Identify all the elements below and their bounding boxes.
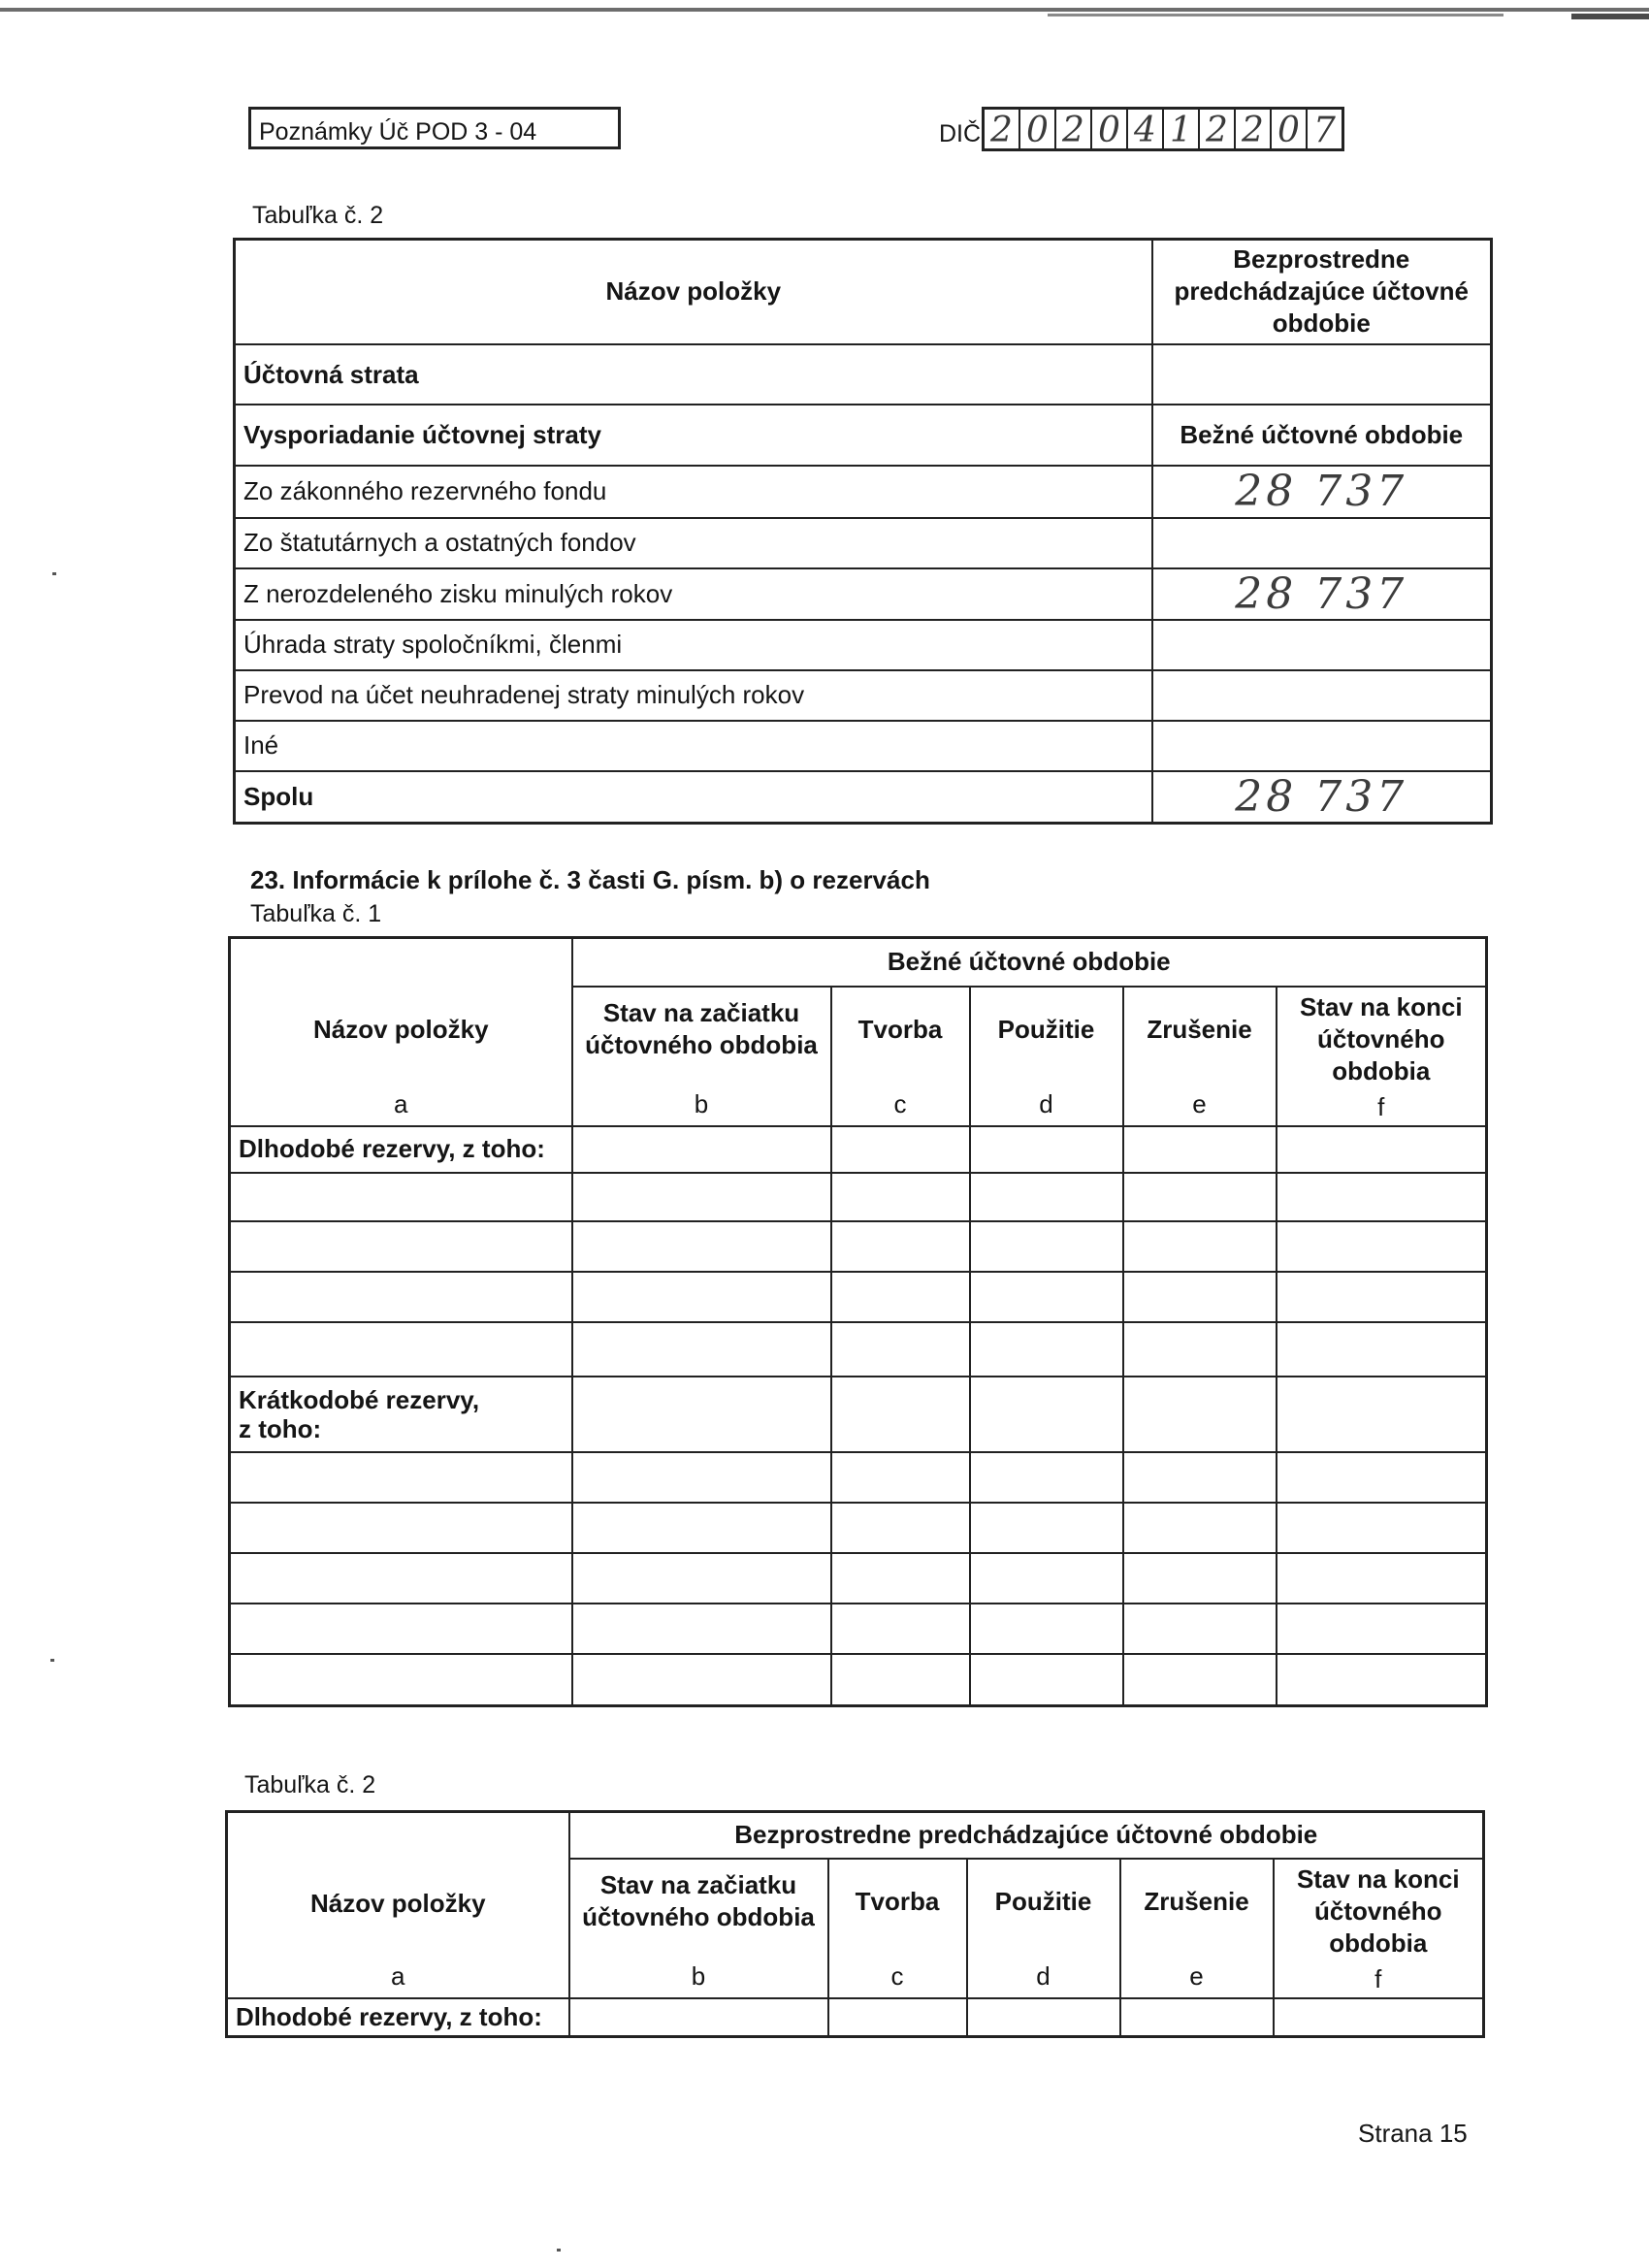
table-cell[interactable] [230,1604,572,1654]
table-cell[interactable] [1277,1654,1487,1706]
dic-digit: 2 [985,110,1020,148]
table-cell[interactable] [831,1126,970,1173]
table-cell[interactable] [1123,1272,1277,1322]
table-cell[interactable] [1277,1377,1487,1452]
table-cell[interactable] [1277,1173,1487,1221]
table-cell[interactable] [970,1173,1123,1221]
reserves-previous-period-table [225,1810,1485,2038]
table-cell[interactable] [230,1272,572,1322]
loss-settlement-table [233,238,1493,825]
table-cell[interactable] [230,1322,572,1377]
table-cell[interactable] [230,1452,572,1503]
letter-d: d [967,1944,1120,1998]
dic-digit: 4 [1128,110,1164,148]
table-cell[interactable] [970,1377,1123,1452]
scan-speck [557,2249,561,2252]
handwritten-value[interactable] [1152,670,1492,721]
table-cell[interactable] [1123,1503,1277,1553]
letter-b: b [572,1072,831,1126]
cell-accounting-loss-value[interactable] [1152,344,1492,405]
row-long-term-reserves: Dlhodobé rezervy, z toho: [227,1998,569,2037]
table-cell[interactable] [1120,1998,1274,2037]
short-term-label: Krátkodobé rezervy, z toho: [239,1384,480,1443]
table-cell[interactable] [970,1503,1123,1553]
col-start-header: Stav na začiatku účtovného obdobia [572,987,831,1072]
dic-digit: 2 [1200,110,1236,148]
table-cell[interactable] [230,1654,572,1706]
table-cell[interactable] [970,1604,1123,1654]
table-cell[interactable] [1277,1604,1487,1654]
handwritten-total[interactable]: 28 737 [1152,771,1492,824]
letter-b: b [569,1944,828,1998]
letter-f: f [1374,1963,1382,1993]
table-cell[interactable] [831,1272,970,1322]
table-cell[interactable] [1123,1322,1277,1377]
table-a-caption: Tabuľka č. 2 [252,202,384,229]
table-cell[interactable] [572,1377,831,1452]
table-cell[interactable] [970,1126,1123,1173]
handwritten-value[interactable]: 28 737 [1152,568,1492,620]
table-cell[interactable] [1277,1126,1487,1173]
table-cell[interactable] [572,1452,831,1503]
dic-digit: 0 [1092,110,1128,148]
col-current-period-header: Bežné účtovné obdobie [1152,405,1492,466]
col-end-header-text: Stav na konci účtovného obdobia [1299,991,1463,1085]
table-cell[interactable] [572,1173,831,1221]
row-long-term-reserves: Dlhodobé rezervy, z toho: [230,1126,572,1173]
dic-digit: 0 [1020,110,1056,148]
table-cell[interactable] [970,1654,1123,1706]
col-start-header: Stav na začiatku účtovného obdobia [569,1859,828,1944]
table-cell[interactable] [572,1654,831,1706]
table-cell[interactable] [1123,1126,1277,1173]
dic-digit: 1 [1164,110,1200,148]
table-cell[interactable] [831,1377,970,1452]
letter-a: a [227,1944,569,1998]
table-cell[interactable] [831,1452,970,1503]
table-b-caption: Tabuľka č. 1 [250,900,382,927]
letter-d: d [970,1072,1123,1126]
table-cell[interactable] [572,1126,831,1173]
row-label: Zo zákonného rezervného fondu [235,466,1152,518]
table-cell[interactable] [1277,1322,1487,1377]
table-cell[interactable] [831,1503,970,1553]
table-cell[interactable] [1277,1221,1487,1272]
row-label: Prevod na účet neuhradenej straty minulých rokov [235,670,1152,721]
letter-c: c [828,1944,967,1998]
col-end-header [1274,1859,1484,1998]
letter-f: f [1377,1091,1385,1121]
table-cell[interactable] [1123,1553,1277,1604]
table-cell[interactable] [1123,1604,1277,1654]
table-cell[interactable] [230,1173,572,1221]
table-cell[interactable] [1274,1998,1484,2037]
table-cell[interactable] [970,1553,1123,1604]
table-cell[interactable] [572,1503,831,1553]
table-cell[interactable] [1123,1221,1277,1272]
row-label: Zo štatutárnych a ostatných fondov [235,518,1152,568]
dic-digit: 7 [1313,111,1336,150]
dic-digit: 2 [1236,110,1272,148]
page-number: Strana 15 [1358,2119,1468,2148]
letter-e: e [1123,1072,1277,1126]
table-cell[interactable] [831,1654,970,1706]
letter-a: a [230,1072,572,1126]
row-label: Úhrada straty spoločníkmi, členmi [235,620,1152,670]
table-cell[interactable] [831,1322,970,1377]
table-cell[interactable] [1277,1452,1487,1503]
col-create-header: Tvorba [831,987,970,1072]
col-prev-period-header: Bezprostredne predchádzajúce účtovné obdobie [1152,240,1492,344]
dic-label: DIČ [939,120,982,147]
scan-top-edge [1048,14,1504,16]
table-cell[interactable] [831,1173,970,1221]
col-use-header: Použitie [970,987,1123,1072]
table-cell[interactable] [230,1221,572,1272]
table-cell[interactable] [572,1553,831,1604]
table-cell[interactable] [970,1221,1123,1272]
table-cell[interactable] [831,1221,970,1272]
table-cell[interactable] [1277,1553,1487,1604]
table-cell[interactable] [970,1272,1123,1322]
col-cancel-header: Zrušenie [1123,987,1277,1072]
scan-top-edge [0,8,1649,12]
row-loss-settlement: Vysporiadanie účtovnej straty [235,405,1152,466]
dic-field[interactable] [982,107,1344,151]
period-header: Bežné účtovné obdobie [572,938,1487,987]
scan-speck [50,1659,54,1662]
handwritten-value[interactable]: 28 737 [1152,466,1492,518]
handwritten-value[interactable] [1152,620,1492,670]
row-total-label: Spolu [235,771,1152,824]
table-cell[interactable] [1123,1173,1277,1221]
reserves-current-period-table [228,936,1488,1707]
table-cell[interactable] [1123,1452,1277,1503]
col-use-header: Použitie [967,1859,1120,1944]
col-end-header-text: Stav na konci účtovného obdobia [1296,1863,1460,1958]
letter-e: e [1120,1944,1274,1998]
col-item-header: Názov položky [230,938,572,1072]
table-cell[interactable] [230,1503,572,1553]
table-cell[interactable] [572,1272,831,1322]
row-accounting-loss: Účtovná strata [235,344,1152,405]
table-cell[interactable] [828,1998,967,2037]
col-item-header: Názov položky [235,240,1152,344]
table-cell[interactable] [230,1553,572,1604]
scan-top-edge [1571,14,1649,19]
handwritten-value[interactable] [1152,518,1492,568]
table-cell[interactable] [1123,1654,1277,1706]
col-end-header [1277,987,1487,1126]
table-cell[interactable] [967,1998,1120,2037]
row-short-term-reserves [230,1377,572,1452]
col-create-header: Tvorba [828,1859,967,1944]
table-cell[interactable] [572,1221,831,1272]
table-cell[interactable] [1277,1272,1487,1322]
dic-digit: 0 [1272,110,1308,148]
table-cell[interactable] [572,1322,831,1377]
form-label-box [248,107,621,149]
table-cell[interactable] [831,1604,970,1654]
table-c-caption: Tabuľka č. 2 [244,1771,376,1798]
table-cell[interactable] [569,1998,828,2037]
form-label: Poznámky Úč POD 3 - 04 [259,118,537,146]
dic-digit: 2 [1056,110,1092,148]
section-23-heading: 23. Informácie k prílohe č. 3 časti G. písm. b) o rezervách [250,865,930,894]
handwritten-value[interactable] [1152,721,1492,771]
letter-c: c [831,1072,970,1126]
table-cell[interactable] [572,1604,831,1654]
scan-speck [52,572,56,575]
row-label: Iné [235,721,1152,771]
table-cell[interactable] [970,1322,1123,1377]
table-cell[interactable] [1123,1377,1277,1452]
period-header: Bezprostredne predchádzajúce účtovné obdobie [569,1812,1484,1859]
col-item-header: Názov položky [227,1812,569,1944]
table-cell[interactable] [831,1553,970,1604]
row-label: Z nerozdeleného zisku minulých rokov [235,568,1152,620]
col-cancel-header: Zrušenie [1120,1859,1274,1944]
table-cell[interactable] [970,1452,1123,1503]
table-cell[interactable] [1277,1503,1487,1553]
